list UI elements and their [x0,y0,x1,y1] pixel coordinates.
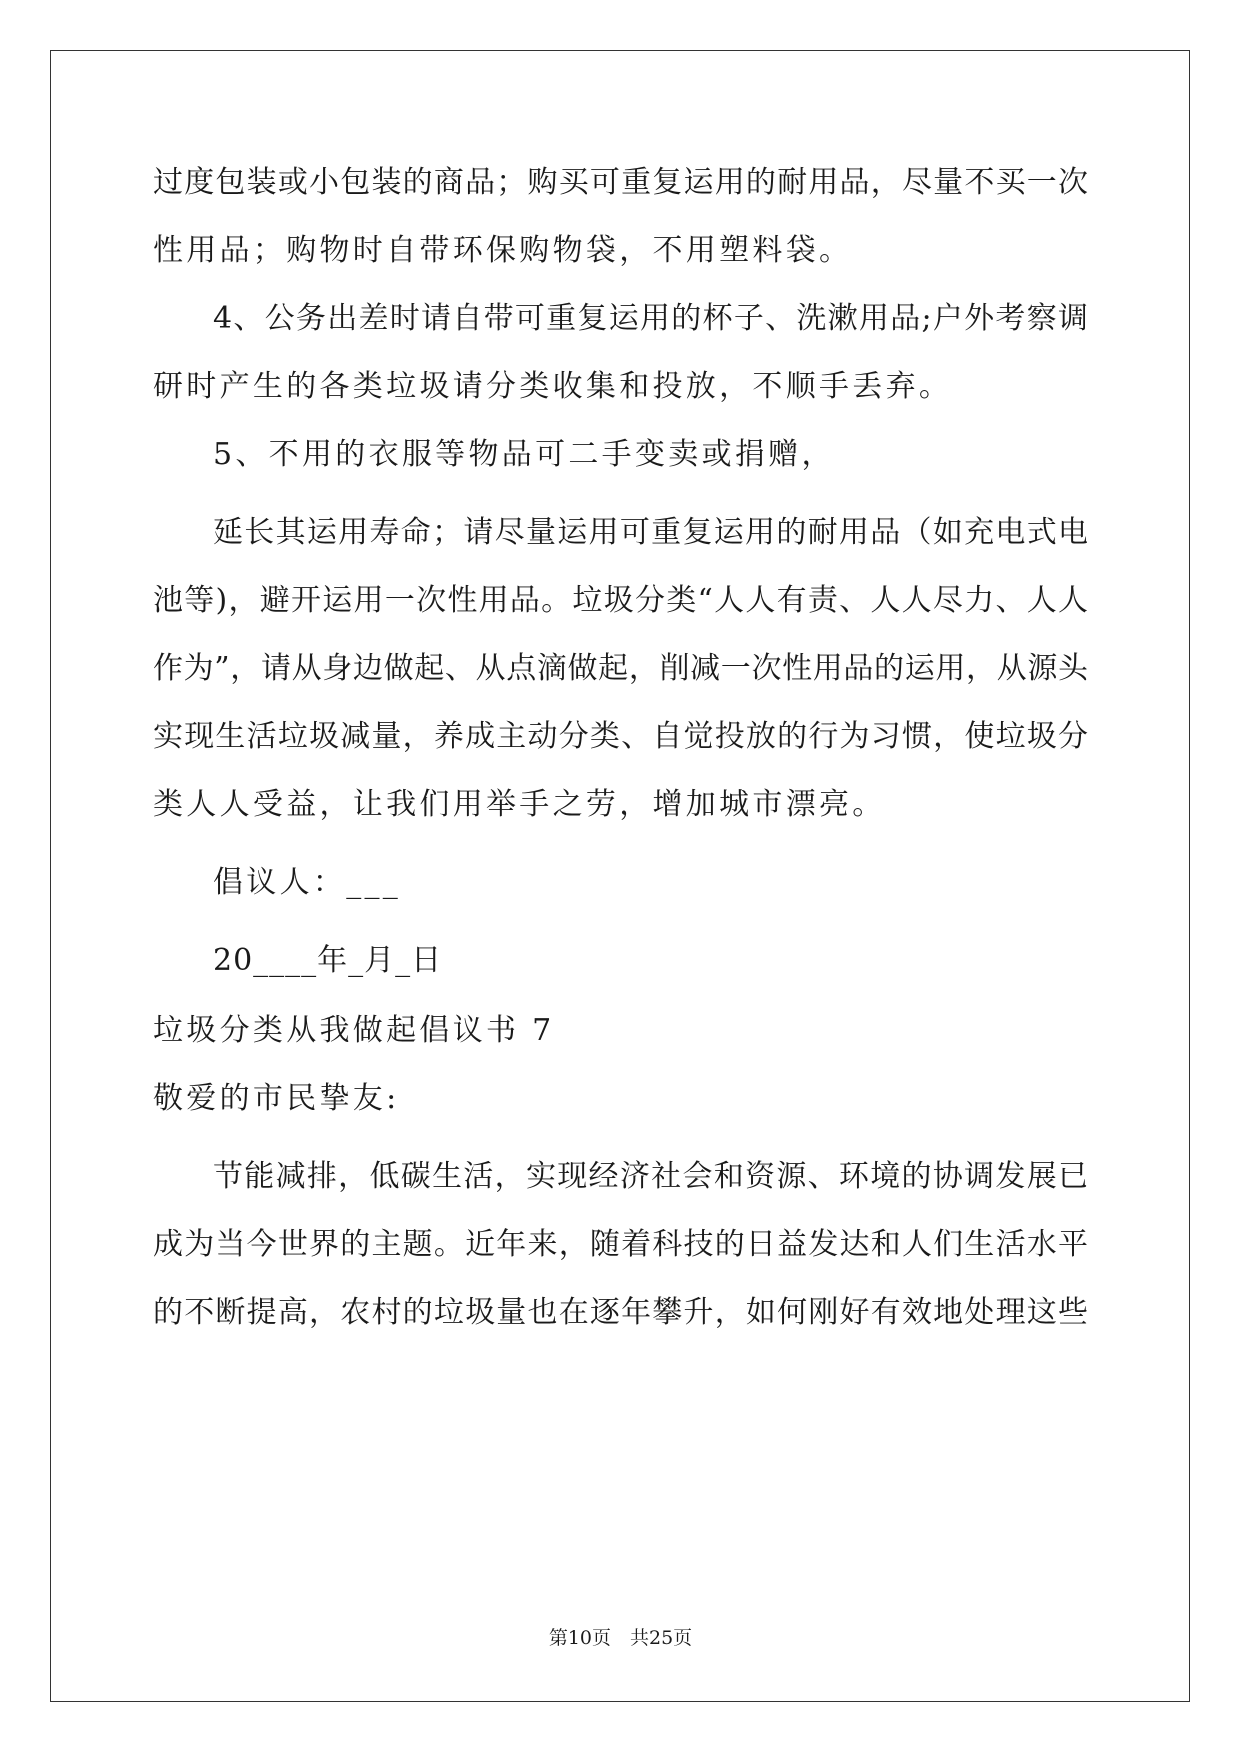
paragraph-line: 池等)，避开运用一次性用品。垃圾分类“人人有责、人人尽力、人人 [153,583,1088,618]
paragraph-line: 成为当今世界的主题。近年来，随着科技的日益发达和人们生活水平 [153,1227,1088,1262]
section-title: 垃圾分类从我做起倡议书 7 [153,1013,555,1048]
paragraph-line: 实现生活垃圾减量，养成主动分类、自觉投放的行为习惯，使垃圾分 [153,719,1088,754]
paragraph-line: 4、公务出差时请自带可重复运用的杯子、洗漱用品;户外考察调 [213,301,1088,336]
paragraph-line: 性用品；购物时自带环保购物袋，不用塑料袋。 [153,233,853,268]
page-number: 第10页 共25页 [548,1627,693,1649]
paragraph-line: 节能减排，低碳生活，实现经济社会和资源、环境的协调发展已 [213,1159,1088,1194]
paragraph-line: 5、不用的衣服等物品可二手变卖或捐赠， [213,437,835,472]
paragraph-line: 研时产生的各类垃圾请分类收集和投放，不顺手丢弃。 [153,369,953,404]
paragraph-line: 延长其运用寿命；请尽量运用可重复运用的耐用品（如充电式电 [213,515,1088,550]
paragraph-line: 类人人受益，让我们用举手之劳，增加城市漂亮。 [153,787,886,822]
paragraph-line: 作为”，请从身边做起、从点滴做起，削减一次性用品的运用，从源头 [153,651,1088,686]
paragraph-line: 的不断提高，农村的垃圾量也在逐年攀升，如何刚好有效地处理这些 [153,1295,1088,1330]
date-line: 20____年_月_日 [213,943,443,978]
salutation: 敬爱的市民挚友: [153,1081,400,1116]
paragraph-line: 过度包装或小包装的商品；购买可重复运用的耐用品，尽量不买一次 [153,165,1088,200]
signature-line: 倡议人：___ [213,865,402,900]
